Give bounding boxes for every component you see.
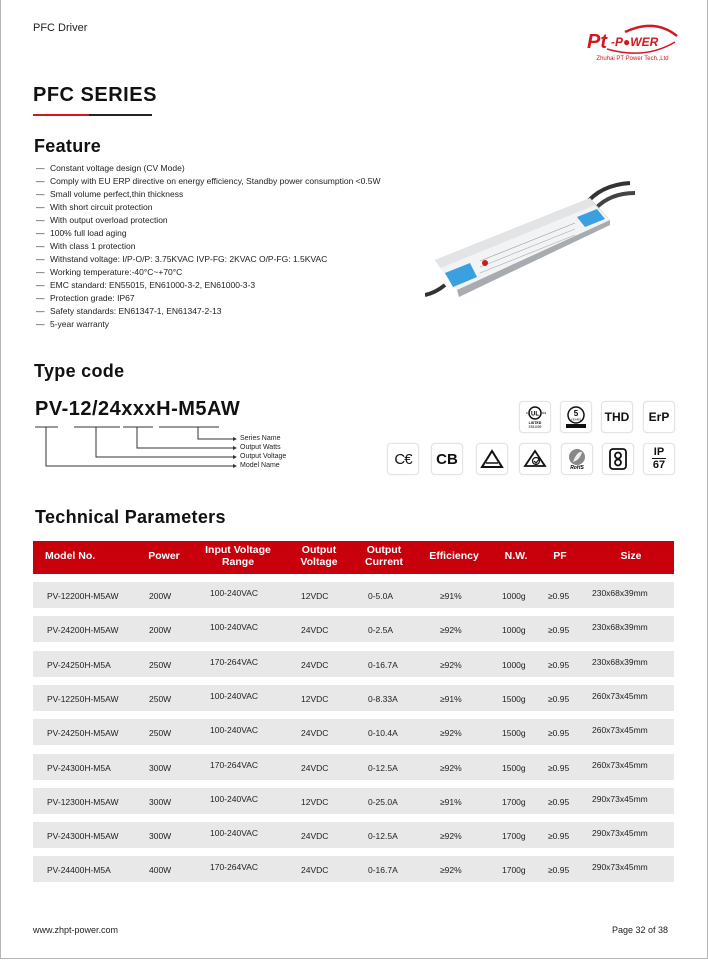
- column-header: [551, 551, 569, 563]
- table-row: [33, 856, 674, 882]
- feature-item: [36, 266, 380, 279]
- five-year-warranty-icon: [560, 401, 592, 433]
- table-row: [33, 822, 674, 848]
- cell-output-current: 0-12.5A: [368, 831, 398, 842]
- brand-logo: [585, 22, 680, 66]
- feature-item: [36, 253, 380, 266]
- ul-listed-icon: [519, 401, 551, 433]
- column-header-line: Current: [365, 555, 403, 568]
- feature-item: [36, 201, 380, 214]
- dash-bullet-icon: —: [36, 293, 45, 303]
- dash-bullet-icon: —: [36, 280, 45, 290]
- cell-size: 260x73x45mm: [592, 759, 648, 770]
- svg-text:RoHS: RoHS: [570, 465, 584, 471]
- dash-bullet-icon: —: [36, 189, 45, 199]
- column-header-line: Input Voltage: [205, 544, 271, 556]
- pt-power-logo-icon: [585, 22, 680, 56]
- cell-output-voltage: 24VDC: [301, 659, 329, 670]
- feature-text: With class 1 protection: [50, 241, 136, 251]
- cell-pf: ≥0.95: [548, 625, 570, 636]
- cell-output-current: 0-10.4A: [368, 728, 398, 739]
- column-header: [365, 545, 403, 568]
- feature-text: EMC standard: EN55015, EN61000-3-2, EN61000-3-3: [50, 280, 256, 290]
- feature-item: [36, 292, 380, 305]
- feature-text: Protection grade: IP67: [50, 293, 135, 303]
- cell-efficiency: ≥91%: [440, 796, 462, 807]
- cell-output-current: 0-16.7A: [368, 659, 398, 670]
- svg-text:c: c: [526, 410, 528, 415]
- dash-bullet-icon: —: [36, 228, 45, 238]
- cell-power: 200W: [149, 591, 172, 601]
- feature-item: [36, 175, 380, 188]
- cell-power: 300W: [149, 796, 172, 807]
- cell-efficiency: ≥92%: [440, 762, 462, 773]
- cell-output-current: 0-2.5A: [368, 625, 394, 636]
- cell-output-voltage: 24VDC: [301, 865, 329, 876]
- dash-bullet-icon: —: [36, 176, 45, 186]
- cell-output-voltage: 24VDC: [301, 831, 329, 842]
- cell-output-current: 0-8.33A: [368, 693, 398, 704]
- cell-power: 300W: [149, 831, 172, 842]
- cell-size: 290x73x45mm: [592, 828, 648, 839]
- cell-size: 230x68x39mm: [592, 622, 648, 633]
- cell-output-current: 0-16.7A: [368, 865, 398, 876]
- cell-size: 290x73x45mm: [592, 793, 648, 804]
- table-row: [33, 616, 674, 642]
- column-header-line: Voltage: [300, 555, 338, 568]
- cell-pf: ≥0.95: [548, 728, 570, 739]
- footer-website-link[interactable]: www.zhpt-power.com: [33, 925, 119, 935]
- dash-bullet-icon: —: [36, 306, 45, 316]
- feature-item: [36, 318, 380, 331]
- feature-text: With short circuit protection: [50, 202, 153, 212]
- feature-text: Safety standards: EN61347-1, EN61347-2-13: [50, 306, 222, 316]
- cell-input-voltage: 100-240VAC: [210, 622, 259, 633]
- feature-text: 5-year warranty: [50, 319, 110, 329]
- cell-size: 290x73x45mm: [592, 862, 648, 873]
- svg-text:us: us: [542, 410, 547, 415]
- cell-input-voltage: 100-240VAC: [210, 588, 259, 598]
- cell-power: 250W: [149, 728, 172, 739]
- column-header-line: Power: [148, 550, 180, 562]
- cell-efficiency: ≥91%: [440, 693, 462, 704]
- cell-size: 260x73x45mm: [592, 725, 648, 736]
- cell-size: 230x68x39mm: [592, 656, 648, 667]
- cell-efficiency: ≥92%: [440, 728, 462, 739]
- dash-bullet-icon: —: [36, 163, 45, 173]
- column-header-line: Efficiency: [429, 550, 479, 562]
- technical-parameters-heading: Technical Parameters: [35, 507, 226, 527]
- cell-power: 400W: [149, 865, 172, 876]
- cell-output-voltage: 24VDC: [301, 625, 329, 636]
- cell-efficiency: ≥92%: [440, 865, 462, 876]
- feature-item: [36, 305, 380, 318]
- cell-net-weight: 1000g: [502, 625, 526, 636]
- rohs-icon: [561, 443, 593, 475]
- feature-text: Small volume perfect,thin thickness: [50, 189, 184, 199]
- feature-text: 100% full load aging: [50, 228, 127, 238]
- cell-pf: ≥0.95: [548, 831, 570, 842]
- type-code-heading: Type code: [34, 361, 125, 381]
- svg-text:-P●WER: -P●WER: [611, 35, 659, 49]
- feature-item: [36, 162, 380, 175]
- cell-input-voltage: 100-240VAC: [210, 690, 259, 701]
- cell-input-voltage: 170-264VAC: [210, 759, 259, 770]
- cell-pf: ≥0.95: [548, 865, 570, 876]
- rcm-icon: [519, 443, 551, 475]
- cell-model: PV-24300H-M5AW: [47, 831, 119, 842]
- dash-bullet-icon: —: [36, 319, 45, 329]
- feature-heading: Feature: [34, 136, 102, 156]
- cell-model: PV-12300H-M5AW: [47, 796, 119, 807]
- table-header: [33, 541, 674, 574]
- cell-net-weight: 1500g: [502, 762, 526, 773]
- cell-net-weight: 1000g: [502, 591, 526, 601]
- cell-model: PV-24250H-M5A: [47, 659, 111, 670]
- cell-efficiency: ≥91%: [440, 591, 462, 601]
- feature-item: [36, 279, 380, 292]
- svg-text:LISTED: LISTED: [528, 421, 542, 425]
- table-row: [33, 651, 674, 677]
- type-label-output-watts: Output Watts: [240, 444, 281, 451]
- type-label-model-name: Model Name: [240, 462, 280, 469]
- type-label-series-name: Series Name: [240, 435, 281, 442]
- column-header-line: N.W.: [504, 550, 528, 562]
- svg-text:E531059: E531059: [528, 425, 542, 429]
- cell-output-voltage: 12VDC: [301, 591, 329, 601]
- cell-efficiency: ≥92%: [440, 659, 462, 670]
- feature-text: With output overload protection: [50, 215, 168, 225]
- cell-net-weight: 1700g: [502, 865, 526, 876]
- cell-pf: ≥0.95: [548, 693, 570, 704]
- cell-efficiency: ≥92%: [440, 625, 462, 636]
- cell-output-current: 0-5.0A: [368, 591, 394, 601]
- cell-power: 300W: [149, 762, 172, 773]
- cell-pf: ≥0.95: [548, 762, 570, 773]
- company-name: Zhuhai PT Power Tech.,Ltd: [596, 56, 669, 62]
- cell-size: 260x73x45mm: [592, 690, 648, 701]
- section-label: PFC Driver: [33, 22, 88, 34]
- dash-bullet-icon: —: [36, 267, 45, 277]
- series-title: PFC SERIES: [33, 84, 157, 106]
- cell-output-voltage: 12VDC: [301, 693, 329, 704]
- type-code-diagram: [33, 420, 303, 480]
- erp-icon: ErP: [643, 401, 675, 433]
- svg-text:5: 5: [573, 409, 579, 418]
- page-number: Page 32 of 38: [612, 925, 669, 935]
- cell-model: PV-24250H-M5AW: [47, 728, 119, 739]
- feature-item: [36, 227, 380, 240]
- column-header-line: Range: [221, 555, 255, 568]
- cell-size: 230x68x39mm: [592, 588, 648, 598]
- cell-power: 250W: [149, 693, 172, 704]
- ip67-icon: IP 67: [643, 443, 675, 475]
- cell-pf: ≥0.95: [548, 796, 570, 807]
- cell-efficiency: ≥92%: [440, 831, 462, 842]
- column-header: [203, 545, 273, 568]
- cell-output-current: 0-12.5A: [368, 762, 398, 773]
- feature-list: [36, 162, 380, 331]
- cell-input-voltage: 100-240VAC: [210, 793, 259, 804]
- triangle-mark-icon: [476, 443, 508, 475]
- column-header-line: Model No.: [45, 550, 96, 562]
- feature-text: Constant voltage design (CV Mode): [50, 163, 185, 173]
- cell-output-current: 0-25.0A: [368, 796, 398, 807]
- column-header-line: Output: [366, 544, 402, 556]
- table-row: [33, 754, 674, 780]
- thd-icon: THD: [601, 401, 633, 433]
- column-header-line: PF: [553, 550, 567, 562]
- cell-input-voltage: 170-264VAC: [210, 656, 259, 667]
- column-header-line: Output: [301, 544, 337, 556]
- type-label-output-voltage: Output Voltage: [240, 453, 287, 460]
- cell-output-voltage: 24VDC: [301, 728, 329, 739]
- table-row: [33, 788, 674, 814]
- type-code-string: PV-12/24xxxH-M5AW: [35, 398, 241, 420]
- series-title-underline: [33, 114, 152, 116]
- cell-input-voltage: 100-240VAC: [210, 725, 259, 736]
- table-row: [33, 582, 674, 608]
- saa-icon: [602, 443, 634, 475]
- table-row: [33, 685, 674, 711]
- cb-icon: CB: [431, 443, 463, 475]
- cell-model: PV-12250H-M5AW: [47, 693, 119, 704]
- column-header: [45, 551, 135, 563]
- column-header-line: Size: [620, 550, 642, 562]
- ce-icon: C€: [387, 443, 419, 475]
- cell-output-voltage: 24VDC: [301, 762, 329, 773]
- cell-output-voltage: 12VDC: [301, 796, 329, 807]
- column-header: [299, 545, 339, 568]
- cell-pf: ≥0.95: [548, 659, 570, 670]
- parameters-table: [33, 541, 674, 876]
- product-image: [425, 165, 640, 315]
- cell-power: 200W: [149, 625, 172, 636]
- feature-text: Working temperature:-40°C~+70°C: [50, 267, 183, 277]
- column-header: [425, 551, 483, 563]
- feature-item: [36, 188, 380, 201]
- cell-net-weight: 1700g: [502, 796, 526, 807]
- column-header: [501, 551, 531, 563]
- svg-text:UL: UL: [531, 411, 539, 418]
- feature-text: Comply with EU ERP directive on energy efficiency, Standby power consumption <0.5W: [50, 176, 381, 186]
- column-header: [146, 551, 182, 563]
- dash-bullet-icon: —: [36, 254, 45, 264]
- dash-bullet-icon: —: [36, 241, 45, 251]
- feature-item: [36, 240, 380, 253]
- cell-model: PV-24400H-M5A: [47, 865, 111, 876]
- dash-bullet-icon: —: [36, 202, 45, 212]
- cell-net-weight: 1500g: [502, 728, 526, 739]
- feature-item: [36, 214, 380, 227]
- cell-input-voltage: 100-240VAC: [210, 828, 259, 839]
- table-row: [33, 719, 674, 745]
- dash-bullet-icon: —: [36, 215, 45, 225]
- cell-power: 250W: [149, 659, 172, 670]
- svg-text:Pt: Pt: [587, 31, 607, 53]
- cell-net-weight: 1000g: [502, 659, 526, 670]
- cell-input-voltage: 170-264VAC: [210, 862, 259, 873]
- cell-model: PV-24200H-M5AW: [47, 625, 119, 636]
- cell-model: PV-24300H-M5A: [47, 762, 111, 773]
- column-header: [593, 551, 669, 563]
- cell-model: PV-12200H-M5AW: [47, 591, 119, 601]
- feature-text: Withstand voltage: I/P-O/P: 3.75KVAC IVP-FG: 2KVAC O/P-FG: 1.5KVAC: [50, 254, 328, 264]
- cell-net-weight: 1700g: [502, 831, 526, 842]
- cell-net-weight: 1500g: [502, 693, 526, 704]
- cell-pf: ≥0.95: [548, 591, 570, 601]
- svg-text:YEARS: YEARS: [570, 417, 582, 422]
